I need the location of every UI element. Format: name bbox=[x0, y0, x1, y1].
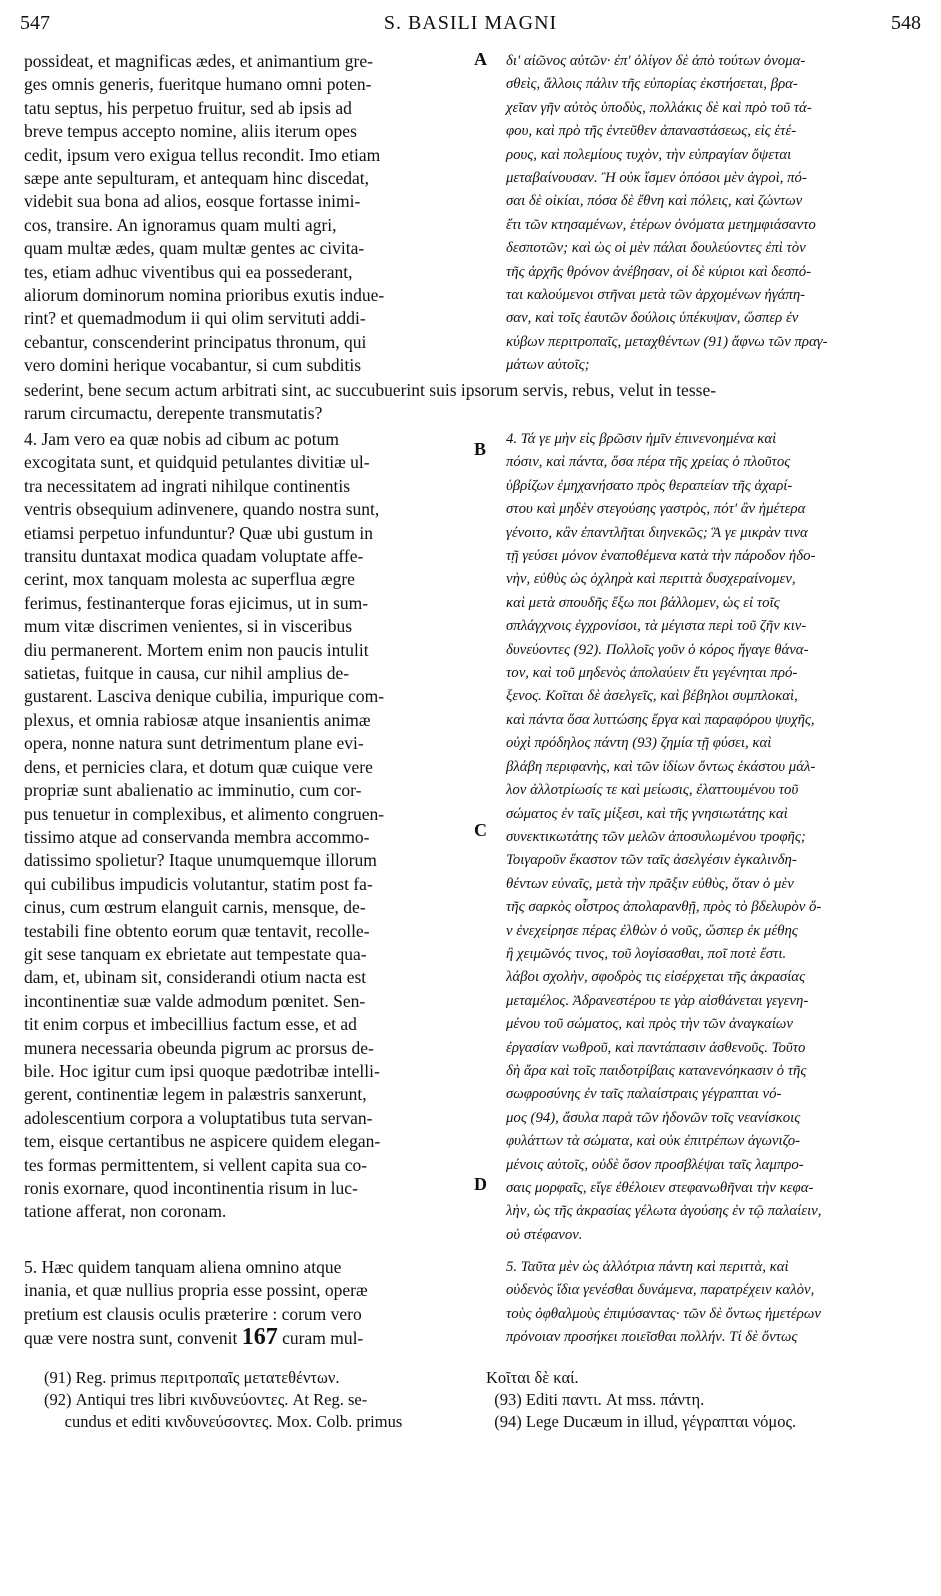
greek-section-5: 5. Ταῦτα μὲν ὡς ἀλλότρια πάντη καὶ περιττὰ, καὶ οὐδενὸς ἴδια γενέσθαι δυνάμενα, παρατρέχειν καλὸν, τοὺς ὀφθαλμοὺς ἐπιμύσαντας· τῶν δὲ ὄντως ἡμετέρων πρόνοιαν προσήκει ποιεῖσθαι πολλήν. Τί δὲ ὄντως bbox=[506, 1259, 821, 1346]
margin-letter-d: D bbox=[474, 1174, 487, 1194]
marginal-page-number: 167 bbox=[241, 1324, 278, 1351]
page-number-left: 547 bbox=[20, 12, 50, 34]
margin-letter-b: B bbox=[474, 439, 487, 459]
footnotes-right: Κοῖται δὲ καί. (93) Editi παντι. At mss. πάντη. (94) Lege Ducæum in illud, γέγραπται νόμος. bbox=[486, 1368, 797, 1431]
page-title: S. BASILI MAGNI bbox=[383, 12, 558, 34]
margin-letter-c: C bbox=[474, 820, 487, 840]
greek-column-top: δι' αἰῶνος αὐτῶν· ἐπ' ὀλίγον δὲ ἀπὸ τούτων ὀνομα- σθεὶς, ἄλλοις πάλιν τῆς εὐπορίας ἐκστήσεται, βρα- χεῖαν γῆν αὐτὸς ὑποδὺς, πολλάκις δὲ καὶ πρὸ τοῦ τά- φου, καὶ πρὸ τῆς ἐντεῦθεν ἀπαναστάσεως, εἰς ἑτέ- ρους, καὶ πολεμίους τυχὸν, τὴν εὐπραγίαν ὄψεται μεταβαίνουσαν. Ἢ οὐκ ἴσμεν ὁπόσοι μὲν ἀγροὶ, πό- σαι δὲ οἰκίαι, πόσα δὲ ἔθνη καὶ πόλεις, καὶ ζώντων ἔτι τῶν κτησαμένων, ἑτέρων ὀνόματα μετημφιάσαντο δεσποτῶν; καὶ ὡς οἱ μὲν πάλαι δουλεύοντες ἐπὶ τὸν τῆς ἀρχῆς θρόνον ἀνέβησαν, οἱ δὲ κύριοι καὶ δεσπό- ται καλούμενοι στῆναι μετὰ τῶν ἀρχομένων ἠγάπη- σαν, καὶ τοῖς ἑαυτῶν δούλοις ὑπέκυψαν, ὥσπερ ἐν κύβων περιτροπαῖς, μεταχθέντων (91) ἄφνω τῶν πραγ- μάτων αὐτοῖς; bbox=[506, 53, 828, 374]
running-header bbox=[20, 12, 921, 40]
latin-section-4: 4. Jam vero ea quæ nobis ad cibum ac potum excogitata sunt, et quidquid petulantes divitiæ ul- tra necessitatem ad ingrati nihilque continentis ventris obsequium adinvenere, quando nostra sunt, etiamsi perpetuo infunduntur? Quæ ubi gustum in transitu duntaxat modica quadam voluptate affe- cerint, mox tanquam molesta ac superflua ægre ferimus, festinanterque foras ejicimus, ut in sum- mum vitæ discrimen venientes, si in visceribus diu permanerent. Mortem enim non paucis intulit satietas, fuitque in causa, cur nihil amplius de- gustarent. Lasciva denique cubilia, impurique com- plexus, et omnia rabiosæ atque insanientis animæ opera, nonne natura sunt detrimentum plane evi- dens, et pernicies clara, et dotum quæ cuique vere propriæ sunt abalienatio ac imminutio, cum cor- pus tenuetur in complexibus, et alimento congruen- tissimo atque ad conservanda membra accommo- datissimo spolietur? Itaque unumquemque illorum qui cubilibus impudicis volutantur, statim post fa- cinus, cum œstrum elanguit carnis, mensque, de- testabili fine obtento eorum quæ tentavit, recolle- git sese tanquam ex ebrietate aut tempestate qua- dam, et, ubinam sit, considerandi otium nacta est incontinentiæ suæ valde admodum pœnitet. Sen- tit enim corpus et imbecillius factum esse, et ad munera necessaria obeunda pigrum ac prorsus de- bile. Hoc igitur cum ipsi quoque pædotribæ intelli- gerent, continentiæ legem in palæstris sanxerunt, adolescentium corpora a voluptatibus tuta servan- tem, eisque certantibus ne aspicere quidem elegan- tes formas permittentem, si vellent capita sua co- ronis exornare, quod incontinentia risum in luc- tatione afferat, non coronam. bbox=[24, 429, 385, 1222]
latin-section-5 bbox=[24, 1256, 470, 1356]
page-number-right: 548 bbox=[891, 12, 921, 34]
latin-column-top: possideat, et magnificas ædes, et animantium gre- ges omnis generis, fueritque humano omni poten- tatu septus, his perpetuo fruitur, sed ab ipsis ad breve tempus accepto nomine, aliis iterum opes cedit, ipsum vero exigua tellus recondit. Imo etiam sæpe ante sepulturam, et antequam hinc discedat, videbit sua bona ad alios, eosque fortasse inimi- cos, transire. An ignoramus quam multi agri, quam multæ ædes, quam multæ gentes ac civita- tes, etiam adhuc viventibus qui ea possederant, aliorum dominorum nomina prioribus exutis indue- rint? et quemadmodum ii qui olim servituti addi- cebantur, conscenderint principatus thronum, qui vero domini herique vocabantur, si cum subditis bbox=[24, 51, 385, 376]
latin-section-5-text: 5. Hæc quidem tanquam aliena omnino atque inania, et quæ nullius propria esse possint, operæ pretium est clausis oculis præterire : corum vero quæ vere nostra sunt, convenit bbox=[24, 1257, 368, 1349]
latin-section-5-end: curam mul- bbox=[277, 1328, 364, 1349]
latin-full-width-line: sederint, bene secum actum arbitrati sint, ac succubuerint suis ipsorum servis, rebus, velut in tesse- rarum circumactu, derepente transmutatis? bbox=[24, 380, 717, 424]
greek-section-4: 4. Τά γε μὴν εἰς βρῶσιν ἡμῖν ἐπινενοημένα καὶ πόσιν, καὶ πάντα, ὅσα πέρα τῆς χρείας ὁ πλοῦτος ὑβρίζων ἐμηχανήσατο πρὸς θεραπείαν τῆς ἀχαρί- στου καὶ μηδὲν στεγούσης γαστρὸς, πότ' ἂν ἡμέτερα γένοιτο, κἂν ἐπαντλῆται διηνεκῶς; Ἃ γε μικρὰν τινα τῇ γεύσει μόνον ἐναποθέμενα κατὰ τὴν πάροδον ἡδο- νὴν, εὐθὺς ὡς ὀχληρὰ καὶ περιττὰ δυσχεραίνομεν, καὶ μετὰ σπουδῆς ἔξω ποι βάλλομεν, ὡς εἰ τοῖς σπλάγχνοις ἐγχρονίσοι, τὰ μέγιστα περὶ τοῦ ζῆν κιν- δυνεύοντες (92). Πολλοῖς γοῦν ὁ κόρος ἤγαγε θάνα- τον, καὶ τοῦ μηδενὸς ἀπολαύειν ἔτι γεγένηται πρό- ξενος. Κοῖται δὲ ἀσελγεῖς, καὶ βέβηλοι συμπλοκαὶ, καὶ πάντα ὅσα λυττώσης ἔργα καὶ παραφόρου ψυχῆς, οὐχὶ πρόδηλος πάντη (93) ζημία τῇ φύσει, καὶ βλάβη περιφανὴς, καὶ τῶν ἰδίων ὄντως ἑκάστου μάλ- λον ἀλλοτρίωσίς τε καὶ μείωσις, ἐλαττουμένου τοῦ σώματος ἐν ταῖς μίξεσι, καὶ τῆς γνησιωτάτης καὶ συνεκτικωτάτης τῶν μελῶν ἀποσυλωμένου τροφῆς; Τοιγαροῦν ἕκαστον τῶν ταῖς ἀσελγέσιν ἐγκαλινδη- θέντων εὐναῖς, μετὰ τὴν πρᾶξιν εὐθὺς, ὅταν ὁ μὲν τῆς σαρκὸς οἶστρος ἀπολαρανθῇ, πρὸς τὸ βδελυρὸν ὅ- ν ἐνεχείρησε πέρας ἐλθὼν ὁ νοῦς, ὥσπερ ἐκ μέθης ἢ χειμῶνός τινος, τοῦ λογίσασθαι, ποῖ ποτὲ ἔστι. λάβοι σχολὴν, σφοδρὸς τις εἰσέρχεται τῆς ἀκρασίας μεταμέλος. Ἀδρανεστέρου τε γὰρ αἰσθάνεται γεγενη- μένου τοῦ σώματος, καὶ πρὸς τὴν τῶν ἀναγκαίων ἐργασίαν νωθροῦ, καὶ παντάπασιν ἀσθενοῦς. Τοῦτο δὴ ἄρα καὶ τοῖς παιδοτρίβαις κατανενόηκασιν ὁ τῆς σωφροσύνης ἐν ταῖς παλαίστραις γέγραπται νό- μος (94), ἄσυλα παρὰ τῶν ἡδονῶν τοῖς νεανίσκοις φυλάττων τὰ σώματα, καὶ οὐκ ἐπιτρέπων ἀγωνιζο- μένοις αὐτοῖς, οὐδὲ ὅσον προσβλέψαι ταῖς λαμπρο- σαις μορφαῖς, εἴγε ἐθέλοιεν στεφανωθῆναι τὴν κεφα- λὴν, ὡς τῆς ἀκρασίας γέλωτα ἀγούσης ἐν τῷ παλαίειν, οὐ στέφανον. bbox=[506, 431, 822, 1243]
footnotes-left: (91) Reg. primus περιτροπαῖς μετατεθέντων. (92) Antiqui tres libri κινδυνεύοντες. At Reg. se- cundus et editi κινδυνεύσοντες. Mox. Colb. primus bbox=[44, 1368, 403, 1431]
margin-letter-a: A bbox=[474, 49, 487, 69]
